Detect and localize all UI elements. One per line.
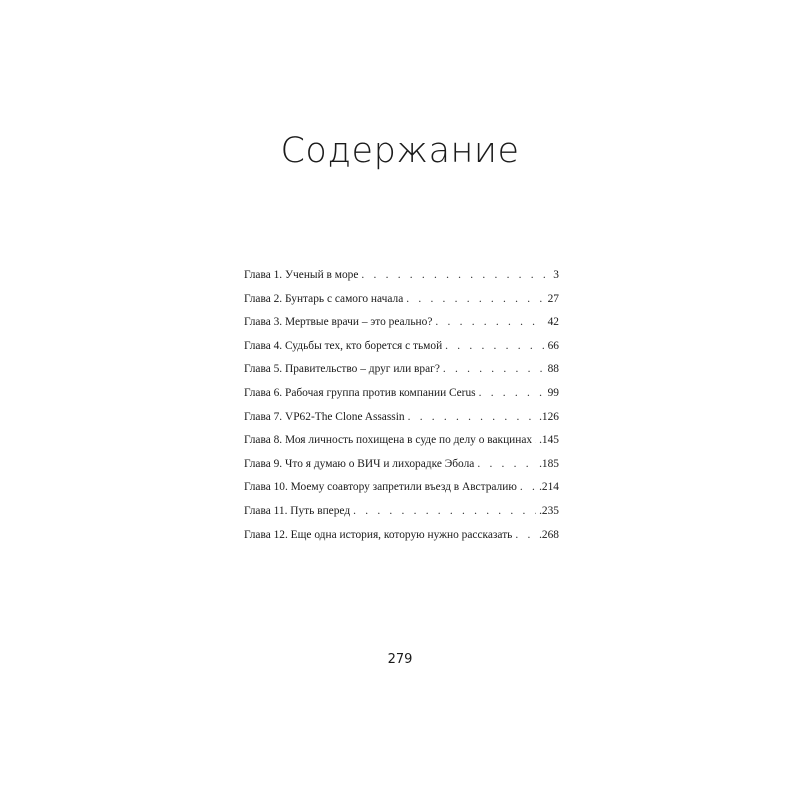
- toc-leader-dots: [406, 291, 544, 307]
- toc-leader-dots: [435, 314, 544, 330]
- toc-entry: [244, 314, 559, 338]
- toc-leader-dots: [479, 385, 545, 401]
- toc-entry-page: 27: [547, 292, 559, 305]
- contents-heading: Содержание: [280, 131, 520, 171]
- toc-entry: [244, 291, 559, 315]
- toc-entry-title: Глава 1. Ученый в море: [244, 269, 359, 281]
- toc-entry: [244, 385, 559, 409]
- toc-entry: [244, 338, 559, 362]
- toc-entry-page: 88: [547, 363, 559, 376]
- toc-leader-dots: [353, 503, 536, 519]
- toc-entry: [244, 479, 559, 503]
- toc-entry-title: Глава 9. Что я думаю о ВИЧ и лихорадке Эбола: [244, 457, 475, 470]
- toc-entry-page: .145: [539, 434, 559, 447]
- toc-entry-title: Глава 3. Мертвые врачи – это реально?: [244, 316, 433, 329]
- toc-leader-dots: [515, 527, 536, 543]
- toc-leader-dots: [445, 338, 544, 354]
- toc-entry-page: .214: [539, 481, 559, 494]
- toc-entry-title: Глава 11. Путь вперед: [244, 504, 351, 517]
- toc-entry: [244, 409, 559, 433]
- toc-entry: [244, 361, 559, 385]
- toc-entry-title: Глава 6. Рабочая группа против компании Cerus: [244, 386, 476, 399]
- toc-entry-title: Глава 5. Правительство – друг или враг?: [244, 363, 440, 376]
- toc-entry-page: .268: [539, 528, 559, 541]
- toc-entry-page: 66: [547, 339, 559, 352]
- toc-entry-page: .126: [539, 410, 559, 423]
- toc-entry: [244, 432, 559, 456]
- toc-entry-title: Глава 10. Моему соавтору запретили въезд в Австралию: [244, 481, 517, 494]
- toc-entry-title: Глава 12. Еще одна история, которую нужно рассказать: [244, 528, 513, 541]
- toc-entry-page: .235: [539, 504, 559, 517]
- toc-entry-title: Глава 8. Моя личность похищена в суде по делу о вакцинах: [244, 434, 533, 447]
- toc-entry-title: Глава 7. VP62-The Clone Assassin: [244, 410, 405, 423]
- table-of-contents: [244, 267, 559, 550]
- page-number: 279: [387, 652, 413, 667]
- toc-leader-dots: [361, 267, 550, 283]
- toc-entry: [244, 503, 559, 527]
- toc-entry-page: .185: [539, 457, 559, 470]
- toc-entry-title: Глава 4. Судьбы тех, кто борется с тьмой: [244, 339, 443, 352]
- toc-leader-dots: [477, 456, 536, 472]
- toc-entry-page: 42: [547, 316, 559, 329]
- toc-leader-dots: [443, 361, 545, 377]
- toc-entry-page: 3: [553, 269, 559, 281]
- toc-entry: [244, 527, 559, 551]
- toc-entry-title: Глава 2. Бунтарь с самого начала: [244, 292, 404, 305]
- toc-leader-dots: [408, 409, 536, 425]
- toc-entry: [244, 456, 559, 480]
- toc-entry: [244, 267, 559, 291]
- toc-entry-page: 99: [547, 386, 559, 399]
- toc-leader-dots: [520, 479, 536, 495]
